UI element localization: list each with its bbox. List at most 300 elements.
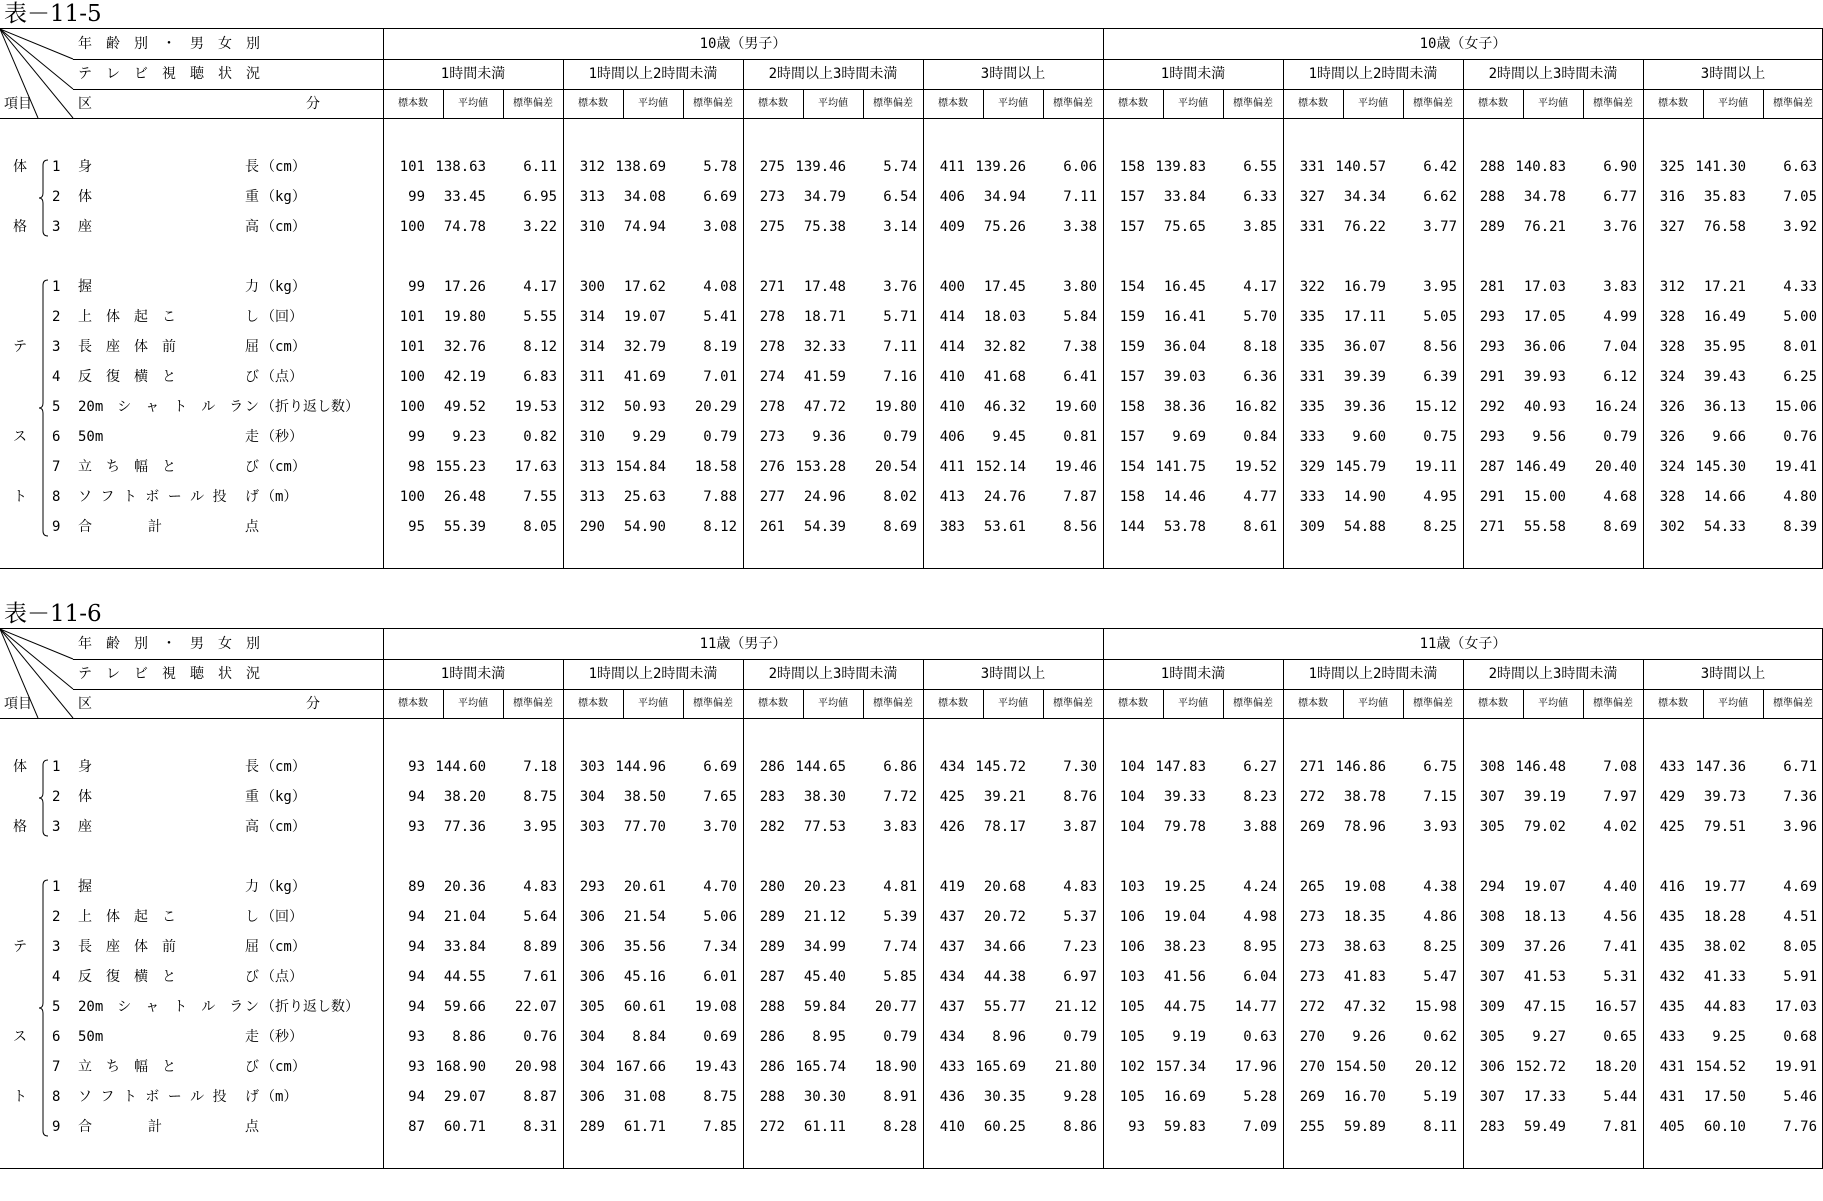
- table-cell-value: 3.93: [1423, 819, 1457, 835]
- table-cell-value: 8.75: [703, 1089, 737, 1105]
- table-cell-value: 269: [1299, 1089, 1325, 1105]
- table-cell-value: 19.07: [1523, 879, 1566, 895]
- table-cell-value: 324: [1659, 369, 1685, 385]
- table-cell-value: 41.33: [1703, 969, 1746, 985]
- table-cell-value: 434: [939, 759, 965, 775]
- stat-header: 標本数: [1478, 97, 1508, 109]
- table-cell-value: 435: [1659, 999, 1685, 1015]
- table-cell-value: 6.75: [1423, 759, 1457, 775]
- table-cell-value: 306: [1479, 1059, 1505, 1075]
- table-cell-value: 6.63: [1783, 159, 1817, 175]
- brace-icon: [38, 879, 52, 1137]
- table-title: 表－11-5: [4, 1, 102, 27]
- table-cell-value: 4.86: [1423, 909, 1457, 925]
- table-cell-value: 34.79: [803, 189, 846, 205]
- table-cell-value: 0.79: [883, 429, 917, 445]
- table-cell-value: 333: [1299, 429, 1325, 445]
- table-cell-value: 425: [1659, 819, 1685, 835]
- stat-header: 標準偏差: [1773, 697, 1813, 709]
- row-number: 3: [52, 819, 61, 835]
- table-cell-value: 20.29: [694, 399, 737, 415]
- table-cell-value: 34.94: [983, 189, 1026, 205]
- table-cell-value: 159: [1119, 339, 1145, 355]
- table-cell-value: 6.27: [1243, 759, 1277, 775]
- table-cell-value: 19.80: [874, 399, 917, 415]
- row-item-name: 合 計: [78, 519, 162, 535]
- column-divider: [923, 59, 924, 568]
- stat-header: 標本数: [1298, 97, 1328, 109]
- table-cell-value: 60.10: [1703, 1119, 1746, 1135]
- category-label: ス: [13, 429, 27, 445]
- table-cell-value: 36.07: [1343, 339, 1386, 355]
- table-cell-value: 20.12: [1414, 1059, 1457, 1075]
- table-cell-value: 41.83: [1343, 969, 1386, 985]
- table-cell-value: 41.56: [1163, 969, 1206, 985]
- table-cell-value: 38.02: [1703, 939, 1746, 955]
- table-cell-value: 79.02: [1523, 819, 1566, 835]
- table-cell-value: 19.91: [1774, 1059, 1817, 1075]
- table-cell-value: 433: [1659, 1029, 1685, 1045]
- category-label: ス: [13, 1029, 27, 1045]
- table-cell-value: 275: [759, 219, 785, 235]
- table-cell-value: 307: [1479, 789, 1505, 805]
- row-item-last-char: 重: [245, 789, 259, 805]
- table-cell-value: 38.36: [1163, 399, 1206, 415]
- table-cell-value: 4.99: [1603, 309, 1637, 325]
- tv-time-header: 3時間以上: [1700, 666, 1766, 682]
- data-table: [0, 28, 1823, 569]
- row-item-last-char: 走: [245, 429, 259, 445]
- row-divider: [0, 718, 1823, 719]
- table-cell-value: 0.65: [1603, 1029, 1637, 1045]
- table-cell-value: 59.49: [1523, 1119, 1566, 1135]
- table-cell-value: 17.03: [1774, 999, 1817, 1015]
- table-cell-value: 16.49: [1703, 309, 1746, 325]
- table-cell-value: 7.97: [1603, 789, 1637, 805]
- table-cell-value: 33.84: [1163, 189, 1206, 205]
- row-item-name: 20m シ ャ ト ル ラ: [78, 399, 244, 415]
- table-cell-value: 3.08: [703, 219, 737, 235]
- table-cell-value: 26.48: [443, 489, 486, 505]
- row-item-last-char: 点: [245, 1119, 259, 1135]
- row-unit: （cm）: [261, 939, 306, 955]
- corner-diagonal-line: [0, 29, 73, 89]
- corner-age-sex-label: 年 齢 別 ・ 男 女 別: [78, 636, 260, 652]
- table-cell-value: 8.05: [523, 519, 557, 535]
- table-cell-value: 7.36: [1783, 789, 1817, 805]
- table-cell-value: 5.37: [1063, 909, 1097, 925]
- row-number: 3: [52, 939, 61, 955]
- table-cell-value: 434: [939, 1029, 965, 1045]
- table-cell-value: 9.25: [1712, 1029, 1746, 1045]
- table-cell-value: 15.98: [1414, 999, 1457, 1015]
- row-item-name: 50m: [78, 1029, 104, 1045]
- table-cell-value: 21.54: [623, 909, 666, 925]
- table-cell-value: 8.84: [632, 1029, 666, 1045]
- table-cell-value: 6.39: [1423, 369, 1457, 385]
- table-cell-value: 436: [939, 1089, 965, 1105]
- row-unit: （cm）: [261, 159, 306, 175]
- row-number: 1: [52, 159, 61, 175]
- table-cell-value: 432: [1659, 969, 1685, 985]
- table-cell-value: 101: [399, 309, 425, 325]
- table-cell-value: 410: [939, 369, 965, 385]
- table-cell-value: 47.15: [1523, 999, 1566, 1015]
- table-cell-value: 6.55: [1243, 159, 1277, 175]
- table-cell-value: 76.22: [1343, 219, 1386, 235]
- table-cell-value: 39.03: [1163, 369, 1206, 385]
- table-cell-value: 38.78: [1343, 789, 1386, 805]
- row-number: 9: [52, 1119, 61, 1135]
- table-cell-value: 6.71: [1783, 759, 1817, 775]
- stat-header: 標本数: [758, 97, 788, 109]
- table-cell-value: 8.19: [703, 339, 737, 355]
- row-item-name: 長 座 体 前: [78, 339, 176, 355]
- corner-item-label: 項目: [4, 696, 32, 712]
- table-cell-value: 3.22: [523, 219, 557, 235]
- stat-header: 標準偏差: [873, 97, 913, 109]
- table-cell-value: 75.65: [1163, 219, 1206, 235]
- table-cell-value: 19.77: [1703, 879, 1746, 895]
- table-cell-value: 327: [1299, 189, 1325, 205]
- table-cell-value: 6.06: [1063, 159, 1097, 175]
- table-cell-value: 4.95: [1423, 489, 1457, 505]
- table-cell-value: 288: [1479, 189, 1505, 205]
- table-cell-value: 8.25: [1423, 939, 1457, 955]
- table-cell-value: 54.33: [1703, 519, 1746, 535]
- table-cell-value: 8.31: [523, 1119, 557, 1135]
- table-cell-value: 18.58: [694, 459, 737, 475]
- table-cell-value: 7.09: [1243, 1119, 1277, 1135]
- table-cell-value: 7.30: [1063, 759, 1097, 775]
- table-cell-value: 168.90: [435, 1059, 486, 1075]
- table-cell-value: 8.87: [523, 1089, 557, 1105]
- table-cell-value: 0.79: [1603, 429, 1637, 445]
- table-cell-value: 4.98: [1243, 909, 1277, 925]
- tv-time-header: 2時間以上3時間未満: [1488, 666, 1618, 682]
- column-divider: [1643, 59, 1644, 568]
- table-cell-value: 311: [579, 369, 605, 385]
- table-cell-value: 20.68: [983, 879, 1026, 895]
- table-cell-value: 74.94: [623, 219, 666, 235]
- table-cell-value: 20.98: [514, 1059, 557, 1075]
- tv-time-header: 1時間未満: [1160, 666, 1226, 682]
- row-item-last-char: 力: [245, 879, 259, 895]
- table-cell-value: 6.11: [523, 159, 557, 175]
- table-cell-value: 333: [1299, 489, 1325, 505]
- table-cell-value: 55.58: [1523, 519, 1566, 535]
- table-cell-value: 105: [1119, 999, 1145, 1015]
- table-cell-value: 306: [579, 909, 605, 925]
- table-cell-value: 59.84: [803, 999, 846, 1015]
- row-unit: （点）: [261, 969, 303, 985]
- table-cell-value: 19.25: [1163, 879, 1206, 895]
- table-cell-value: 101: [399, 339, 425, 355]
- table-cell-value: 8.18: [1243, 339, 1277, 355]
- table-cell-value: 40.93: [1523, 399, 1566, 415]
- table-cell-value: 98: [408, 459, 425, 475]
- table-cell-value: 6.95: [523, 189, 557, 205]
- table-cell-value: 4.81: [883, 879, 917, 895]
- table-cell-value: 271: [1299, 759, 1325, 775]
- row-item-name: 身: [78, 759, 92, 775]
- table-cell-value: 30.30: [803, 1089, 846, 1105]
- table-cell-value: 7.16: [883, 369, 917, 385]
- row-item-name: 反 復 横 と: [78, 969, 176, 985]
- table-cell-value: 53.61: [983, 519, 1026, 535]
- table-cell-value: 20.54: [874, 459, 917, 475]
- row-item-name: 上 体 起 こ: [78, 309, 176, 325]
- row-number: 8: [52, 489, 61, 505]
- table-cell-value: 9.23: [452, 429, 486, 445]
- table-cell-value: 165.74: [795, 1059, 846, 1075]
- column-divider: [1283, 59, 1284, 568]
- age-sex-group-header: 10歳（女子）: [1419, 36, 1507, 52]
- table-cell-value: 431: [1659, 1089, 1685, 1105]
- table-cell-value: 6.01: [703, 969, 737, 985]
- table-cell-value: 20.40: [1594, 459, 1637, 475]
- table-cell-value: 4.70: [703, 879, 737, 895]
- table-cell-value: 33.45: [443, 189, 486, 205]
- table-cell-value: 77.70: [623, 819, 666, 835]
- table-cell-value: 93: [1128, 1119, 1145, 1135]
- table-cell-value: 105: [1119, 1029, 1145, 1045]
- row-number: 2: [52, 309, 61, 325]
- row-unit: （kg）: [261, 789, 306, 805]
- row-item-name: 体: [78, 789, 92, 805]
- table-cell-value: 17.33: [1523, 1089, 1566, 1105]
- table-cell-value: 5.41: [703, 309, 737, 325]
- table-cell-value: 93: [408, 1059, 425, 1075]
- table-cell-value: 5.71: [883, 309, 917, 325]
- table-cell-value: 5.74: [883, 159, 917, 175]
- row-unit: （kg）: [261, 189, 306, 205]
- table-cell-value: 3.77: [1423, 219, 1457, 235]
- table-cell-value: 61.71: [623, 1119, 666, 1135]
- table-cell-value: 55.39: [443, 519, 486, 535]
- table-cell-value: 4.83: [523, 879, 557, 895]
- table-cell-value: 14.77: [1234, 999, 1277, 1015]
- table-cell-value: 100: [399, 489, 425, 505]
- table-cell-value: 53.78: [1163, 519, 1206, 535]
- stat-header: 平均値: [458, 97, 488, 109]
- table-cell-value: 313: [579, 459, 605, 475]
- row-unit: （cm）: [261, 759, 306, 775]
- table-cell-value: 35.56: [623, 939, 666, 955]
- row-item-last-char: 力: [245, 279, 259, 295]
- table-cell-value: 310: [579, 429, 605, 445]
- row-unit: （折り返し数）: [261, 999, 359, 1015]
- table-cell-value: 6.33: [1243, 189, 1277, 205]
- tv-time-header: 3時間以上: [1700, 66, 1766, 82]
- table-cell-value: 7.87: [1063, 489, 1097, 505]
- table-cell-value: 277: [759, 489, 785, 505]
- table-section: [0, 600, 1823, 1200]
- table-cell-value: 8.05: [1783, 939, 1817, 955]
- table-cell-value: 3.14: [883, 219, 917, 235]
- table-cell-value: 32.33: [803, 339, 846, 355]
- row-unit: （点）: [261, 369, 303, 385]
- table-cell-value: 153.28: [795, 459, 846, 475]
- table-cell-value: 18.13: [1523, 909, 1566, 925]
- table-cell-value: 94: [408, 1089, 425, 1105]
- table-cell-value: 3.80: [1063, 279, 1097, 295]
- table-cell-value: 291: [1479, 489, 1505, 505]
- table-cell-value: 140.83: [1515, 159, 1566, 175]
- table-cell-value: 7.23: [1063, 939, 1097, 955]
- row-number: 2: [52, 789, 61, 805]
- table-cell-value: 273: [1299, 909, 1325, 925]
- table-cell-value: 44.38: [983, 969, 1026, 985]
- table-cell-value: 326: [1659, 399, 1685, 415]
- table-cell-value: 9.36: [812, 429, 846, 445]
- table-cell-value: 8.39: [1783, 519, 1817, 535]
- table-cell-value: 304: [579, 1029, 605, 1045]
- table-cell-value: 274: [759, 369, 785, 385]
- table-cell-value: 93: [408, 759, 425, 775]
- table-cell-value: 8.91: [883, 1089, 917, 1105]
- table-cell-value: 3.95: [523, 819, 557, 835]
- table-cell-value: 5.91: [1783, 969, 1817, 985]
- table-cell-value: 14.66: [1703, 489, 1746, 505]
- table-cell-value: 154: [1119, 279, 1145, 295]
- table-cell-value: 4.17: [523, 279, 557, 295]
- table-cell-value: 313: [579, 189, 605, 205]
- table-cell-value: 36.06: [1523, 339, 1566, 355]
- row-item-last-char: 高: [245, 219, 259, 235]
- table-cell-value: 24.76: [983, 489, 1026, 505]
- table-cell-value: 3.76: [883, 279, 917, 295]
- table-cell-value: 433: [1659, 759, 1685, 775]
- table-cell-value: 20.36: [443, 879, 486, 895]
- tv-time-header: 1時間以上2時間未満: [588, 666, 718, 682]
- table-cell-value: 437: [939, 939, 965, 955]
- table-cell-value: 141.75: [1155, 459, 1206, 475]
- stat-header: 平均値: [1538, 697, 1568, 709]
- category-label: テ: [13, 939, 27, 955]
- stat-header: 標準偏差: [1413, 97, 1453, 109]
- table-cell-value: 94: [408, 909, 425, 925]
- table-cell-value: 300: [579, 279, 605, 295]
- table-cell-value: 255: [1299, 1119, 1325, 1135]
- table-cell-value: 158: [1119, 399, 1145, 415]
- table-cell-value: 5.00: [1783, 309, 1817, 325]
- table-cell-value: 400: [939, 279, 965, 295]
- table-cell-value: 39.73: [1703, 789, 1746, 805]
- brace-icon: [38, 759, 52, 837]
- table-cell-value: 410: [939, 399, 965, 415]
- table-cell-value: 17.50: [1703, 1089, 1746, 1105]
- row-item-name: ソ フ ト ボ ー ル 投: [78, 489, 227, 505]
- table-cell-value: 8.25: [1423, 519, 1457, 535]
- column-divider: [1643, 659, 1644, 1168]
- column-divider: [1283, 659, 1284, 1168]
- table-cell-value: 0.62: [1423, 1029, 1457, 1045]
- table-cell-value: 328: [1659, 339, 1685, 355]
- table-cell-value: 6.54: [883, 189, 917, 205]
- table-cell-value: 6.97: [1063, 969, 1097, 985]
- table-cell-value: 3.88: [1243, 819, 1277, 835]
- stat-header: 標準偏差: [1593, 97, 1633, 109]
- tv-time-header: 3時間以上: [980, 66, 1046, 82]
- table-cell-value: 16.41: [1163, 309, 1206, 325]
- table-cell-value: 9.60: [1352, 429, 1386, 445]
- category-label: ト: [13, 1089, 27, 1105]
- table-cell-value: 411: [939, 159, 965, 175]
- table-cell-value: 8.76: [1063, 789, 1097, 805]
- table-cell-value: 8.89: [523, 939, 557, 955]
- stat-header: 標準偏差: [693, 697, 733, 709]
- stat-header: 平均値: [638, 97, 668, 109]
- table-cell-value: 79.78: [1163, 819, 1206, 835]
- table-cell-value: 7.04: [1603, 339, 1637, 355]
- table-cell-value: 19.46: [1054, 459, 1097, 475]
- stat-header: 平均値: [818, 697, 848, 709]
- table-cell-value: 152.14: [975, 459, 1026, 475]
- table-cell-value: 8.69: [1603, 519, 1637, 535]
- table-cell-value: 18.28: [1703, 909, 1746, 925]
- table-cell-value: 303: [579, 819, 605, 835]
- table-cell-value: 324: [1659, 459, 1685, 475]
- row-item-last-char: し: [245, 909, 259, 925]
- table-cell-value: 17.45: [983, 279, 1026, 295]
- table-cell-value: 4.69: [1783, 879, 1817, 895]
- table-cell-value: 105: [1119, 1089, 1145, 1105]
- corner-ku-label: 区: [78, 96, 92, 112]
- table-cell-value: 20.61: [623, 879, 666, 895]
- table-cell-value: 273: [1299, 969, 1325, 985]
- table-cell-value: 17.03: [1523, 279, 1566, 295]
- stat-header: 標本数: [938, 97, 968, 109]
- table-cell-value: 154.50: [1335, 1059, 1386, 1075]
- table-cell-value: 60.61: [623, 999, 666, 1015]
- tv-time-header: 2時間以上3時間未満: [768, 66, 898, 82]
- table-cell-value: 335: [1299, 339, 1325, 355]
- stat-header: 標準偏差: [1773, 97, 1813, 109]
- table-cell-value: 0.63: [1243, 1029, 1277, 1045]
- table-cell-value: 4.51: [1783, 909, 1817, 925]
- stat-header: 標本数: [758, 697, 788, 709]
- table-cell-value: 34.66: [983, 939, 1026, 955]
- table-cell-value: 312: [579, 399, 605, 415]
- table-cell-value: 16.45: [1163, 279, 1206, 295]
- stat-header: 標本数: [1118, 697, 1148, 709]
- table-cell-value: 414: [939, 339, 965, 355]
- table-cell-value: 95: [408, 519, 425, 535]
- table-cell-value: 18.20: [1594, 1059, 1637, 1075]
- table-cell-value: 312: [1659, 279, 1685, 295]
- table-cell-value: 5.06: [703, 909, 737, 925]
- table-cell-value: 30.35: [983, 1089, 1026, 1105]
- table-cell-value: 8.11: [1423, 1119, 1457, 1135]
- table-cell-value: 50.93: [623, 399, 666, 415]
- table-cell-value: 331: [1299, 369, 1325, 385]
- table-cell-value: 3.76: [1603, 219, 1637, 235]
- table-cell-value: 273: [759, 189, 785, 205]
- table-cell-value: 16.69: [1163, 1089, 1206, 1105]
- table-cell-value: 138.69: [615, 159, 666, 175]
- data-table: [0, 628, 1823, 1169]
- table-cell-value: 429: [1659, 789, 1685, 805]
- row-item-name: 反 復 横 と: [78, 369, 176, 385]
- table-cell-value: 21.12: [1054, 999, 1097, 1015]
- table-cell-value: 307: [1479, 969, 1505, 985]
- table-cell-value: 19.80: [443, 309, 486, 325]
- row-item-name: 座: [78, 819, 92, 835]
- table-cell-value: 286: [759, 1059, 785, 1075]
- table-cell-value: 9.29: [632, 429, 666, 445]
- row-number: 7: [52, 459, 61, 475]
